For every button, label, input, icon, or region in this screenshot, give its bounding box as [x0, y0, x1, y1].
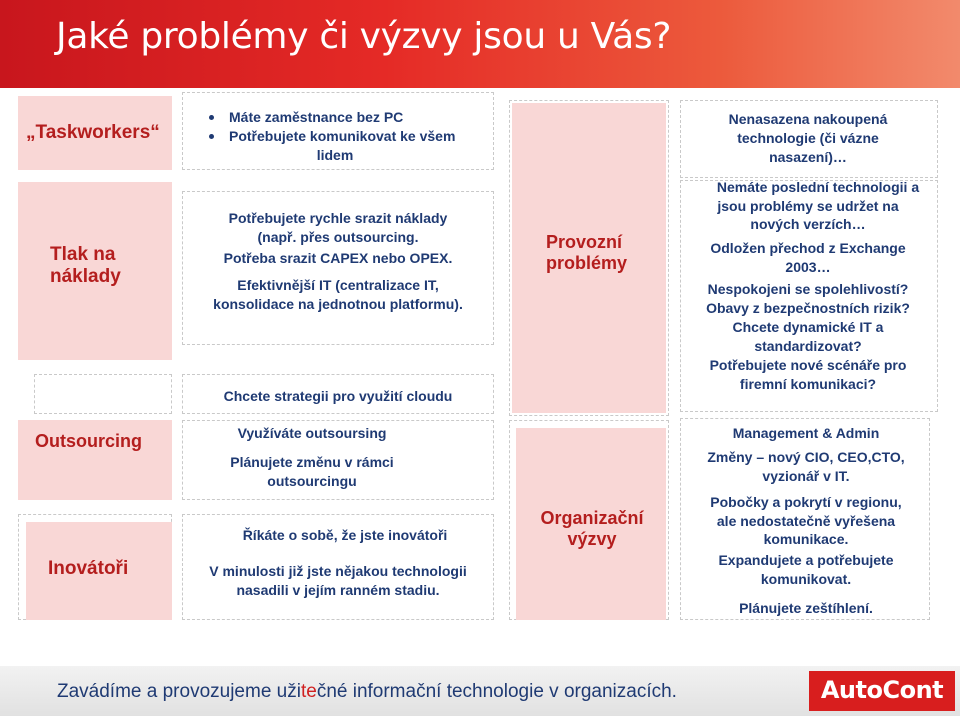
- naklady-line-4: Efektivnější IT (centralizace IT,: [237, 276, 439, 293]
- organizacni-line-8: komunikovat.: [760, 571, 852, 588]
- outsourcing-label: Outsourcing: [35, 431, 142, 451]
- organizacni-line-6: komunikace.: [763, 531, 849, 548]
- naklady-line-5: konsolidace na jednotnou platformu).: [213, 295, 463, 312]
- organizacni-line-9: Plánujete zeštíhlení.: [739, 600, 873, 617]
- taskworkers-bullet-list: [205, 108, 493, 165]
- footer-slogan: [57, 681, 677, 703]
- cloud-detail-text: Chcete strategii pro využití cloudu: [223, 388, 453, 404]
- footer-slogan-highlight: te: [300, 681, 317, 702]
- outsourcing-detail-text: [182, 424, 442, 491]
- naklady-line-3: Potřeba srazit CAPEX nebo OPEX.: [223, 249, 453, 266]
- provozni-line-13: Potřebujete nové scénáře pro: [709, 356, 907, 373]
- provozni-label-line1: Provozní: [546, 232, 623, 252]
- bullet-text: Potřebujete komunikovat ke všem: [229, 127, 456, 144]
- provozni-detail-text: [680, 110, 936, 393]
- inovatori-line-2: V minulosti již jste nějakou technologii: [209, 562, 467, 579]
- outsourcing-line-3: outsourcingu: [267, 472, 357, 489]
- organizacni-line-3: vyzionář v IT.: [762, 467, 850, 484]
- footer-slogan-part2: čné informační technologie v organizacích.: [316, 681, 677, 702]
- provozni-line-11: Chcete dynamické IT a: [732, 318, 884, 335]
- naklady-line-2: (např. přes outsourcing.: [257, 228, 419, 245]
- organizacni-label-line2: výzvy: [567, 529, 617, 550]
- provozni-line-12: standardizovat?: [754, 337, 862, 354]
- bullet-text: Máte zaměstnance bez PC: [229, 109, 404, 125]
- cloud-left-cell: [34, 374, 172, 414]
- provozni-line-4: Nemáte poslední technologii a: [716, 178, 920, 195]
- outsourcing-line-1: Využíváte outsoursing: [237, 425, 387, 441]
- organizacni-label-line1: Organizační: [540, 508, 644, 528]
- provozni-line-7: Odložen přechod z Exchange: [710, 240, 906, 257]
- footer-slogan-part1: Zavádíme a provozujeme uži: [57, 681, 301, 702]
- naklady-detail-text: [188, 209, 488, 313]
- provozni-line-9: Nespokojeni se spolehlivostí?: [707, 281, 909, 298]
- bullet-text-continued: lidem: [316, 146, 354, 163]
- organizacni-label: [530, 508, 654, 550]
- provozni-line-5: jsou problémy se udržet na: [717, 197, 899, 214]
- inovatori-line-1: Říkáte o sobě, že jste inovátoři: [242, 527, 448, 543]
- bullet-item: [205, 108, 493, 127]
- organizacni-line-7: Expandujete a potřebujete: [718, 552, 894, 569]
- provozni-label-line2: problémy: [546, 253, 628, 274]
- autocont-logo: [809, 671, 955, 711]
- provozni-line-10: Obavy z bezpečnostních rizik?: [706, 300, 910, 317]
- naklady-line-1: Potřebujete rychle srazit náklady: [228, 210, 448, 226]
- provozni-line-3: nasazení)…: [769, 148, 847, 165]
- outsourcing-line-2: Plánujete změnu v rámci: [230, 453, 394, 470]
- organizacni-line-4: Pobočky a pokrytí v regionu,: [710, 493, 902, 510]
- provozni-line-1: Nenasazena nakoupená: [728, 111, 888, 127]
- provozni-line-14: firemní komunikaci?: [739, 375, 877, 392]
- provozni-label: [546, 232, 627, 274]
- page-title: Jaké problémy či výzvy jsou u Vás?: [56, 16, 672, 57]
- organizacni-detail-text: [676, 424, 936, 618]
- taskworkers-label: „Taskworkers“: [26, 122, 160, 143]
- naklady-label: [50, 244, 121, 289]
- bullet-item: [205, 127, 493, 165]
- provozni-line-6: nových verzích…: [750, 216, 866, 233]
- inovatori-label: Inovátoři: [48, 558, 129, 579]
- autocont-logo-text: AutoCont: [820, 676, 944, 704]
- provozni-line-2: technologie (či vázne: [737, 129, 879, 146]
- inovatori-detail-text: [182, 526, 494, 600]
- naklady-label-line1: Tlak na: [50, 244, 116, 265]
- naklady-label-line2: náklady: [50, 266, 121, 288]
- organizacni-line-1: Management & Admin: [732, 425, 880, 441]
- provozni-line-8: 2003…: [785, 259, 831, 276]
- organizacni-line-5: ale nedostatečně vyřešena: [716, 512, 896, 529]
- organizacni-line-2: Změny – nový CIO, CEO,CTO,: [707, 448, 905, 465]
- inovatori-line-3: nasadili v jejím ranném stadiu.: [236, 581, 440, 598]
